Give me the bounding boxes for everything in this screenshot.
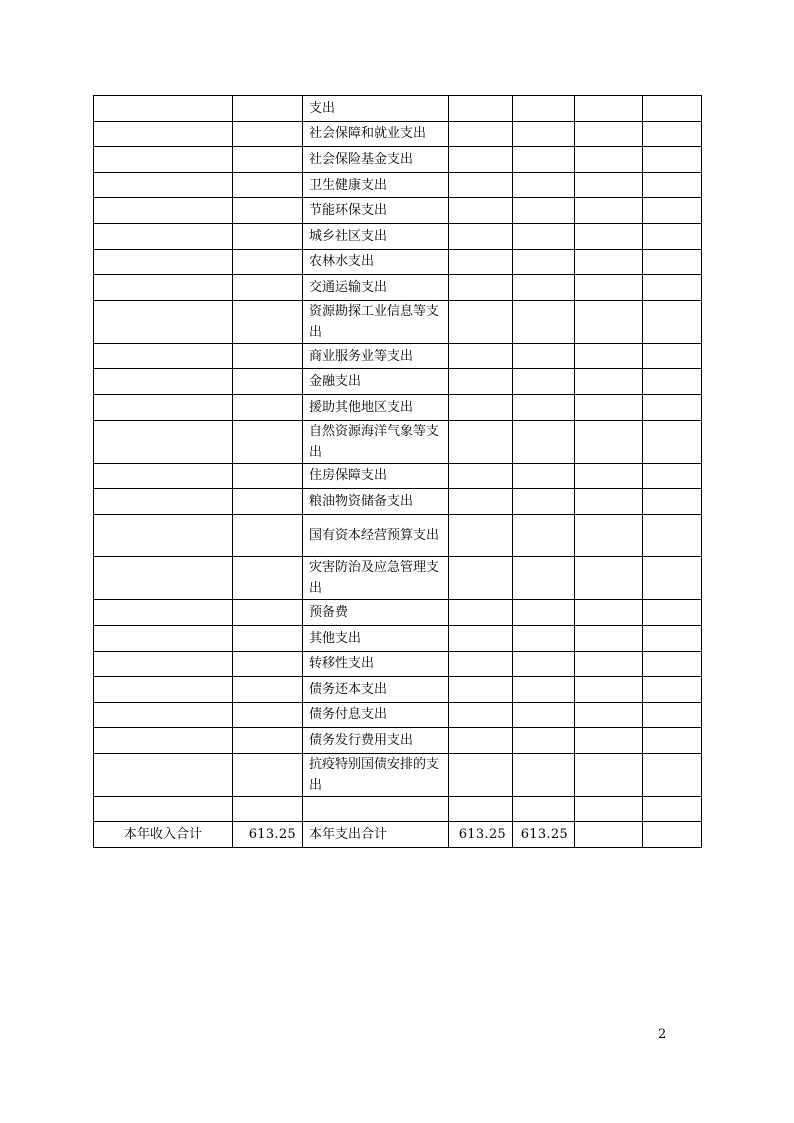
income-item-cell [94, 557, 233, 600]
table-row [94, 96, 702, 122]
income-amount-cell [233, 147, 303, 173]
expense-item-cell: 住房保障支出 [303, 463, 449, 489]
expense-fund-budget-cell [575, 147, 643, 173]
table-body [94, 96, 702, 848]
income-total-value: 613.25 [233, 822, 303, 848]
table-row [94, 514, 702, 557]
expense-capital-budget-cell [643, 702, 702, 728]
expense-total-cell [449, 223, 513, 249]
income-item-cell [94, 753, 233, 796]
table-row [94, 625, 702, 651]
income-amount-cell [233, 463, 303, 489]
table-row [94, 489, 702, 515]
expense-fund-budget-cell [575, 223, 643, 249]
income-item-cell [94, 121, 233, 147]
table-row [94, 463, 702, 489]
expense-total-cell [449, 198, 513, 224]
expense-capital-budget-cell [643, 677, 702, 703]
expense-total-cell [449, 702, 513, 728]
table-row [94, 420, 702, 463]
expense-general-budget-cell [513, 343, 575, 369]
expense-item-cell: 转移性支出 [303, 651, 449, 677]
expense-general-budget-cell [513, 121, 575, 147]
expense-capital-budget-cell [643, 557, 702, 600]
expense-general-budget-cell [513, 753, 575, 796]
expense-item-cell: 卫生健康支出 [303, 172, 449, 198]
expense-capital-budget-cell [643, 275, 702, 301]
expense-fund-budget-cell [575, 702, 643, 728]
expense-item-cell: 国有资本经营预算支出 [303, 514, 449, 557]
expense-total-cell [449, 489, 513, 515]
expense-fund-budget-cell [575, 300, 643, 343]
income-amount-cell [233, 557, 303, 600]
expense-general-budget-cell [513, 223, 575, 249]
income-item-cell [94, 223, 233, 249]
expense-general-budget-cell [513, 147, 575, 173]
expense-total-cell [449, 275, 513, 301]
expense-fund-budget-cell [575, 463, 643, 489]
income-amount-cell [233, 600, 303, 626]
expense-capital-budget-cell [643, 753, 702, 796]
expense-general-budget-cell [513, 198, 575, 224]
expense-total-value: 613.25 [449, 822, 513, 848]
income-item-cell [94, 651, 233, 677]
table-row [94, 557, 702, 600]
expense-fund-budget-cell [575, 121, 643, 147]
expense-item-cell: 自然资源海洋气象等支出 [303, 420, 449, 463]
expense-item-cell: 交通运输支出 [303, 275, 449, 301]
expense-fund-budget-cell [575, 275, 643, 301]
expense-general-budget-cell [513, 394, 575, 420]
empty-cell [303, 796, 449, 822]
expense-item-cell: 预备费 [303, 600, 449, 626]
income-item-cell [94, 677, 233, 703]
expense-item-cell: 灾害防治及应急管理支出 [303, 557, 449, 600]
income-item-cell [94, 420, 233, 463]
table-row [94, 728, 702, 754]
expense-capital-budget-cell [643, 600, 702, 626]
expense-fund-budget-cell [575, 557, 643, 600]
expense-general-budget-cell [513, 463, 575, 489]
expense-fund-budget-cell [575, 514, 643, 557]
expense-fund-budget-cell [575, 625, 643, 651]
expense-capital-budget-cell [643, 369, 702, 395]
income-item-cell [94, 300, 233, 343]
income-amount-cell [233, 651, 303, 677]
table-row [94, 343, 702, 369]
expense-fund-budget-cell [575, 198, 643, 224]
expense-general-budget-cell [513, 275, 575, 301]
table-row [94, 249, 702, 275]
expense-total-cell [449, 557, 513, 600]
table-row [94, 702, 702, 728]
income-amount-cell [233, 625, 303, 651]
income-amount-cell [233, 677, 303, 703]
table-row [94, 121, 702, 147]
income-amount-cell [233, 753, 303, 796]
expense-fund-budget-cell [575, 728, 643, 754]
income-item-cell [94, 369, 233, 395]
expense-item-cell: 债务付息支出 [303, 702, 449, 728]
expense-capital-budget-cell [643, 343, 702, 369]
expense-general-budget-cell [513, 420, 575, 463]
expense-total-cell [449, 343, 513, 369]
income-amount-cell [233, 121, 303, 147]
income-item-cell [94, 147, 233, 173]
expense-fund-budget-cell [575, 677, 643, 703]
expense-fund-budget-cell [575, 600, 643, 626]
income-amount-cell [233, 702, 303, 728]
expense-capital-budget-cell [643, 147, 702, 173]
income-amount-cell [233, 300, 303, 343]
income-item-cell [94, 625, 233, 651]
income-amount-cell [233, 514, 303, 557]
expense-general-budget-cell [513, 557, 575, 600]
expense-general-budget-cell [513, 728, 575, 754]
table-row [94, 147, 702, 173]
expense-capital-budget-cell [643, 463, 702, 489]
expense-capital-budget-cell [643, 121, 702, 147]
income-item-cell [94, 514, 233, 557]
expense-fund-budget-cell [575, 249, 643, 275]
expense-item-cell: 债务还本支出 [303, 677, 449, 703]
expense-capital-budget-cell [643, 249, 702, 275]
expense-capital-budget-cell [643, 198, 702, 224]
expense-item-cell: 商业服务业等支出 [303, 343, 449, 369]
income-item-cell [94, 394, 233, 420]
expense-total-cell [449, 625, 513, 651]
expense-general-budget-cell [513, 677, 575, 703]
income-amount-cell [233, 96, 303, 122]
expense-general-budget-total: 613.25 [513, 822, 575, 848]
empty-cell [643, 796, 702, 822]
expense-general-budget-cell [513, 651, 575, 677]
expense-general-budget-cell [513, 249, 575, 275]
income-item-cell [94, 702, 233, 728]
expense-capital-budget-cell [643, 223, 702, 249]
expense-general-budget-cell [513, 514, 575, 557]
income-amount-cell [233, 249, 303, 275]
expense-fund-budget-total [575, 822, 643, 848]
expense-general-budget-cell [513, 489, 575, 515]
income-amount-cell [233, 198, 303, 224]
income-amount-cell [233, 489, 303, 515]
expense-item-cell: 农林水支出 [303, 249, 449, 275]
expense-total-cell [449, 300, 513, 343]
expense-item-cell: 支出 [303, 96, 449, 122]
expense-capital-budget-cell [643, 96, 702, 122]
budget-table [93, 95, 702, 848]
income-item-cell [94, 489, 233, 515]
page-number: 2 [658, 1027, 667, 1042]
income-amount-cell [233, 343, 303, 369]
expense-capital-budget-cell [643, 394, 702, 420]
empty-cell [449, 796, 513, 822]
income-amount-cell [233, 275, 303, 301]
expense-item-cell: 社会保险基金支出 [303, 147, 449, 173]
expense-capital-budget-cell [643, 300, 702, 343]
expense-total-cell [449, 394, 513, 420]
expense-fund-budget-cell [575, 343, 643, 369]
table-row [94, 651, 702, 677]
income-amount-cell [233, 369, 303, 395]
expense-fund-budget-cell [575, 489, 643, 515]
table-row-total [94, 822, 702, 848]
table-row [94, 369, 702, 395]
income-item-cell [94, 343, 233, 369]
expense-capital-budget-cell [643, 625, 702, 651]
expense-capital-budget-cell [643, 172, 702, 198]
expense-fund-budget-cell [575, 651, 643, 677]
expense-fund-budget-cell [575, 753, 643, 796]
expense-total-cell [449, 172, 513, 198]
expense-general-budget-cell [513, 369, 575, 395]
expense-total-cell [449, 121, 513, 147]
empty-cell [575, 796, 643, 822]
expense-item-cell: 社会保障和就业支出 [303, 121, 449, 147]
income-amount-cell [233, 728, 303, 754]
expense-total-cell [449, 728, 513, 754]
income-item-cell [94, 172, 233, 198]
table-row-blank [94, 796, 702, 822]
expense-total-cell [449, 677, 513, 703]
expense-total-cell [449, 651, 513, 677]
empty-cell [513, 796, 575, 822]
income-amount-cell [233, 172, 303, 198]
income-item-cell [94, 198, 233, 224]
expense-capital-budget-cell [643, 489, 702, 515]
income-item-cell [94, 275, 233, 301]
expense-general-budget-cell [513, 300, 575, 343]
expense-general-budget-cell [513, 96, 575, 122]
income-amount-cell [233, 394, 303, 420]
expense-item-cell: 节能环保支出 [303, 198, 449, 224]
table-row [94, 172, 702, 198]
expense-general-budget-cell [513, 625, 575, 651]
expense-fund-budget-cell [575, 96, 643, 122]
expense-general-budget-cell [513, 600, 575, 626]
expense-total-cell [449, 463, 513, 489]
expense-total-cell [449, 96, 513, 122]
table-row [94, 275, 702, 301]
expense-general-budget-cell [513, 172, 575, 198]
expense-item-cell: 金融支出 [303, 369, 449, 395]
expense-capital-budget-cell [643, 651, 702, 677]
expense-capital-budget-cell [643, 728, 702, 754]
expense-total-cell [449, 600, 513, 626]
expense-fund-budget-cell [575, 172, 643, 198]
expense-capital-budget-total [643, 822, 702, 848]
expense-total-label: 本年支出合计 [303, 822, 449, 848]
expense-item-cell: 其他支出 [303, 625, 449, 651]
expense-fund-budget-cell [575, 369, 643, 395]
expense-total-cell [449, 147, 513, 173]
expense-item-cell: 抗疫特别国债安排的支出 [303, 753, 449, 796]
expense-total-cell [449, 753, 513, 796]
empty-cell [94, 796, 233, 822]
income-item-cell [94, 600, 233, 626]
expense-general-budget-cell [513, 702, 575, 728]
expense-total-cell [449, 249, 513, 275]
table-row [94, 300, 702, 343]
table-row [94, 223, 702, 249]
expense-item-cell: 粮油物资储备支出 [303, 489, 449, 515]
expense-fund-budget-cell [575, 420, 643, 463]
expense-total-cell [449, 420, 513, 463]
income-item-cell [94, 463, 233, 489]
expense-total-cell [449, 514, 513, 557]
expense-capital-budget-cell [643, 420, 702, 463]
expense-item-cell: 资源勘探工业信息等支出 [303, 300, 449, 343]
income-amount-cell [233, 420, 303, 463]
table-row [94, 677, 702, 703]
expense-fund-budget-cell [575, 394, 643, 420]
income-total-label: 本年收入合计 [94, 822, 233, 848]
expense-item-cell: 债务发行费用支出 [303, 728, 449, 754]
expense-item-cell: 援助其他地区支出 [303, 394, 449, 420]
table-row [94, 394, 702, 420]
income-item-cell [94, 96, 233, 122]
expense-capital-budget-cell [643, 514, 702, 557]
income-item-cell [94, 728, 233, 754]
table-row [94, 600, 702, 626]
income-item-cell [94, 249, 233, 275]
table-row [94, 198, 702, 224]
empty-cell [233, 796, 303, 822]
expense-total-cell [449, 369, 513, 395]
income-amount-cell [233, 223, 303, 249]
table-row [94, 753, 702, 796]
expense-item-cell: 城乡社区支出 [303, 223, 449, 249]
